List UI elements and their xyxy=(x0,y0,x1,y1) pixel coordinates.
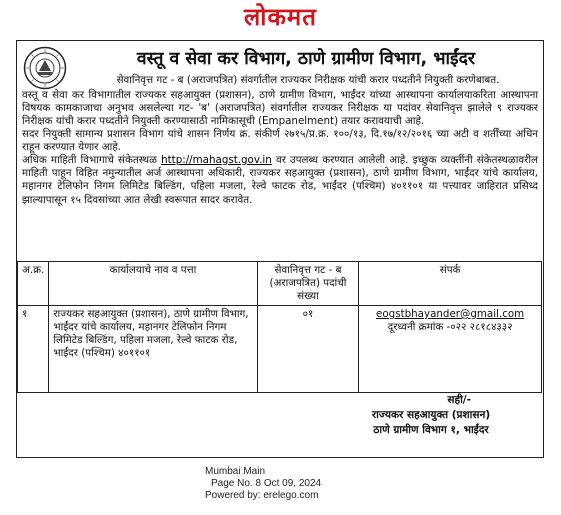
signatory-office: ठाणे ग्रामीण विभाग १, भाईंदर xyxy=(373,424,489,436)
cell-office: राज्यकर सहआयुक्त (प्रशासन), ठाणे ग्रामीण विभाग, भाईंदर यांचे कार्यालय, महानगर टेलिफोन निगम लिमिटेड बिल्डिंग, पहिला मजला, रेल्वे फाटक रोड, भाईंदर (पश्चिम) ४०११०१ xyxy=(49,306,257,393)
newspaper-masthead: लोकमत xyxy=(244,2,317,31)
state-emblem-seal-icon xyxy=(23,46,67,90)
header-office: कार्यालयाचे नाव व पत्ता xyxy=(49,262,257,306)
cell-serial: १ xyxy=(18,306,49,393)
office-contact-table xyxy=(17,261,542,393)
table-header-row xyxy=(18,262,542,306)
notice-paragraph-3 xyxy=(22,154,538,207)
header-contact: संपर्क xyxy=(359,262,542,306)
footer-page-date: Page No. 8 Oct 09, 2024 xyxy=(211,478,322,489)
website-link[interactable]: http://mahagst.gov.in xyxy=(161,154,272,166)
signatory-title: राज्यकर सहआयुक्त (प्रशासन) xyxy=(371,409,491,421)
table-row xyxy=(18,306,542,393)
paragraph-3-lead: अधिक माहिती विभागाचे संकेतस्थळ xyxy=(22,154,162,166)
signature-block xyxy=(331,393,531,438)
notice-title: वस्तू व सेवा कर विभाग, ठाणे ग्रामीण विभाग, भाईंदर xyxy=(136,49,476,69)
cell-contact xyxy=(359,306,542,393)
contact-phone: दूरध्वनी क्रमांक -०२२ २८१८४३३२ xyxy=(387,321,513,333)
signature-mark: सही/- xyxy=(447,394,471,406)
gst-notice xyxy=(16,40,544,458)
footer-powered-by: Powered by: erelego.com xyxy=(205,490,319,501)
header-posts: सेवानिवृत्त गट - ब (अराजपत्रित) पदांची संख्या xyxy=(257,262,359,306)
contact-email[interactable]: eogstbhayander@gmail.com xyxy=(376,308,525,320)
paragraph-3-rest: वर उपलब्ध करण्यात आलेली आहे. इच्छुक व्यक्तींनी संकेतस्थळावरील माहिती पाहून विहित नमुन्यातील अर्ज आस्थापना अधिकारी, राज्यकर सहआयुक्त (प्रशासन), ठाणे ग्रामीण विभाग, भाईंदर यांचे कार्यालय, महानगर टेलिफोन निगम लिमिटेड बिल्डिंग, पहिला मजला, रेल्वे फाटक रोड, भाईंदर (पश्चिम) ४०११०१ या पत्त्यावर जाहिरात प्रसिध्द झाल्यापासून १५ दिवसांच्या आत लेखी स्वरूपात सादर करावेत. xyxy=(22,154,538,206)
notice-paragraph-1: वस्तू व सेवा कर विभागातील राज्यकर सहआयुक्त (प्रशासन), ठाणे ग्रामीण विभाग, भाईंदर यांच्या आस्थापना कार्यालयाकरिता आस्थापना विषयक कामकाजाचा अनुभव असलेल्या गट- 'ब' (अराजपत्रित) संवर्गातील राज्यकर निरीक्षक या पदांवर सेवानिवृत्त झालेले ९ राज्यकर निरीक्षक यांची करार पध्दतीने नियुक्ती करण्यासाठी नामिकासूची (Empanelment) तयार करावयाची आहे. xyxy=(22,89,538,128)
notice-subject: सेवानिवृत्त गट - ब (अराजपत्रित) संवर्गातील राज्यकर निरीक्षक यांची करार पध्दतीने नियुक्ती करणेबाबत. xyxy=(116,74,500,86)
header-serial: अ.क्र. xyxy=(18,262,49,306)
cell-posts: ०१ xyxy=(257,306,359,393)
notice-paragraph-2: सदर नियुक्ती सामान्य प्रशासन विभाग यांचे शासन निर्णय क्र. संकीर्ण २७१५/प्र.क्र. १००/१३, दि.१७/१२/२०१६ च्या अटी व शर्तींच्या अधिन राहून करण्यात येणार आहे. xyxy=(22,128,538,154)
footer-edition: Mumbai Main xyxy=(205,466,266,477)
